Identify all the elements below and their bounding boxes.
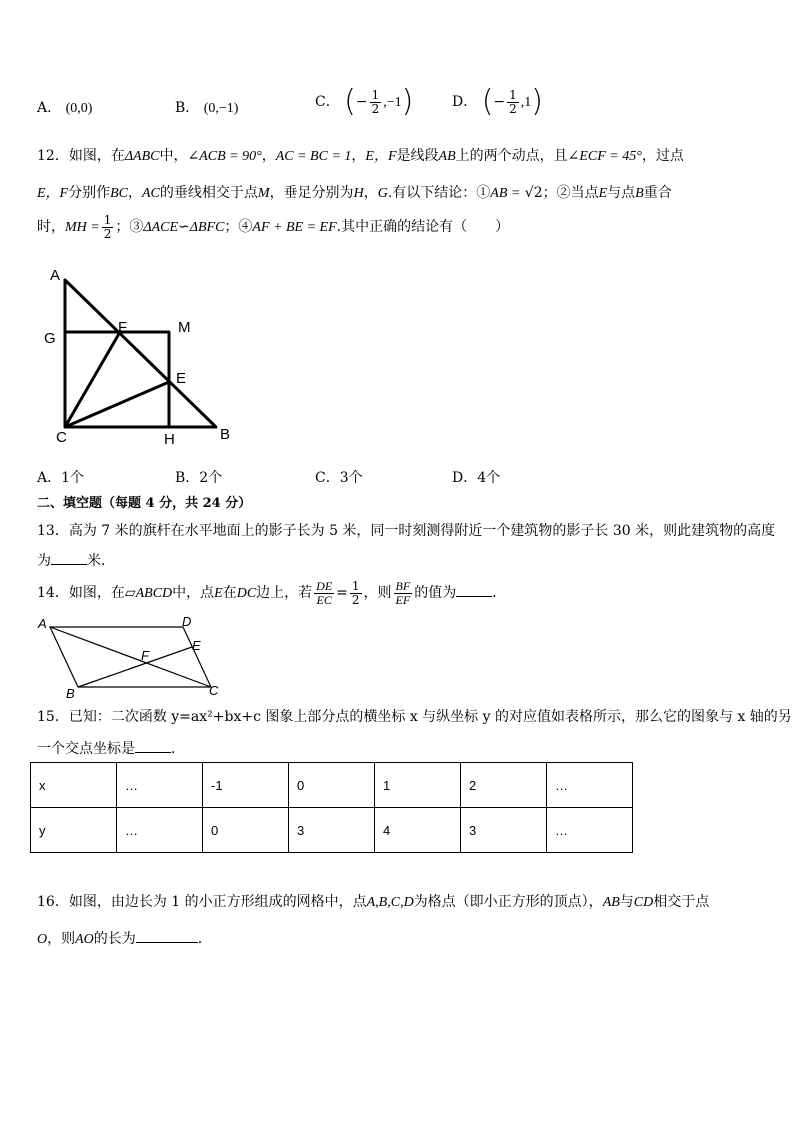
table-cell: 3 (289, 808, 375, 853)
text: 与 (619, 894, 634, 910)
table-cell: 1 (375, 763, 461, 808)
math-point: O (37, 932, 48, 947)
text: 的垂线相交于点 (159, 185, 258, 201)
label-a: A (50, 267, 61, 284)
label-c: C (209, 683, 219, 698)
label-d: D (182, 614, 192, 629)
option-label: D． (452, 94, 478, 110)
denominator: 2 (509, 101, 517, 116)
right-paren: ) (531, 84, 543, 119)
denominator: EF (395, 592, 411, 607)
label-m: M (178, 319, 191, 336)
text: ， (128, 185, 142, 201)
math-equation: AF + BE = EF (252, 220, 337, 236)
rectangle-gmh (65, 332, 169, 427)
question-number: 12． (37, 148, 69, 164)
math-triangle: ΔABC (124, 149, 160, 164)
math-segment: AB (602, 895, 620, 910)
text: ，垂足分别为 (269, 185, 354, 201)
answer-blank[interactable] (51, 552, 87, 565)
math-equation: AB = (490, 186, 521, 201)
math-equation: AC = BC = 1 (275, 149, 352, 164)
text: 时， (37, 219, 65, 236)
text: ，则 (47, 931, 76, 947)
text: 为格点（即小正方形的顶点）， (413, 894, 603, 910)
numerator: BF (395, 579, 411, 593)
q11-option-d (452, 84, 543, 119)
table-cell: y (31, 808, 117, 853)
table-cell: 0 (203, 808, 289, 853)
option-value: (0,0) (65, 101, 93, 116)
math-segment: CD (633, 895, 654, 910)
math-parallelogram: ▱ABCD (124, 586, 173, 602)
math-point: G (377, 186, 388, 201)
triangle-acb (65, 280, 216, 427)
option-label: C． (315, 94, 340, 110)
text: 上的两个动点，且 (455, 148, 568, 164)
fraction-half (350, 580, 362, 606)
table-cell: … (117, 763, 203, 808)
text: .其中正确的结论有（ ） (336, 219, 510, 236)
text: 一个交点坐标是 (37, 741, 135, 757)
q12-figure (40, 262, 240, 447)
fraction-bf-ef (394, 580, 413, 606)
option-tail: ,1 (520, 95, 532, 110)
math-angle: ∠ECF = 45° (567, 149, 642, 164)
q12-line-3 (37, 214, 509, 240)
text: 如图，在 (68, 148, 125, 164)
text: 与点 (607, 185, 636, 201)
table-cell: … (547, 808, 633, 853)
numerator: 1 (509, 87, 517, 102)
text: 16．如图，由边长为 1 的小正方形组成的网格中，点 (37, 894, 367, 910)
section-title: 二、填空题（每题 4 分，共 24 分） (37, 496, 252, 511)
q15-line-2 (37, 738, 185, 758)
answer-blank[interactable] (456, 584, 492, 597)
text: 相交于点 (653, 894, 710, 910)
text: 重合 (643, 185, 672, 201)
numerator: 1 (351, 579, 360, 593)
text: 中， (159, 148, 188, 164)
table-cell: … (547, 763, 633, 808)
text: 14．如图，在 (37, 585, 125, 602)
text: ． (197, 931, 212, 947)
text: 分别作 (68, 185, 111, 201)
fraction (102, 214, 114, 240)
right-paren: ) (401, 84, 414, 119)
math-points: A,B,C,D (366, 895, 414, 910)
text: 是线段 (396, 148, 439, 164)
q11-option-a (37, 97, 92, 117)
math-segment: AB (438, 149, 456, 164)
q12-line-1 (37, 145, 684, 165)
math-angle: ∠ACB = 90° (187, 149, 262, 164)
math-point: M (257, 186, 270, 201)
option-label: A． (37, 100, 62, 116)
q14-line (37, 580, 506, 606)
text: ；②当点 (542, 185, 599, 201)
option-tail: ,−1 (383, 95, 402, 110)
left-paren: ( (481, 84, 494, 119)
label-g: G (44, 330, 56, 347)
text: ． (492, 585, 507, 602)
option-label: B． (175, 100, 200, 116)
math-point: H (353, 186, 364, 201)
equals: = (336, 585, 348, 602)
label-f: F (118, 319, 128, 336)
label-f: F (141, 648, 149, 663)
text: 在 (222, 585, 237, 602)
math-segment: AO (75, 932, 94, 947)
q12-option-d: D．4个 (452, 470, 501, 486)
q12-option-a: A．1个 (37, 470, 85, 486)
value-table (30, 762, 633, 853)
q12-option-c: C．3个 (315, 470, 363, 486)
segment-be (78, 647, 192, 687)
table-cell: 0 (289, 763, 375, 808)
math-similarity: ΔACE∽ΔBFC (143, 220, 225, 236)
q13-line-2 (37, 550, 115, 570)
table-cell: … (117, 808, 203, 853)
math-point: B (635, 186, 644, 201)
segment-cf (65, 332, 120, 427)
math-points: E，F (365, 149, 397, 164)
denominator: 2 (371, 101, 380, 116)
q12-line-2 (37, 182, 672, 202)
segment-ce (65, 382, 169, 427)
table-cell: 3 (461, 808, 547, 853)
text: 的长为 (93, 931, 136, 947)
q11-option-b (175, 97, 238, 117)
fraction-de-ec (314, 580, 334, 606)
text: 中，点 (172, 585, 215, 602)
math-segment: BC (110, 186, 128, 201)
text: ， (363, 185, 378, 201)
option-value: (0,−1) (203, 101, 239, 116)
text: 的值为 (414, 585, 457, 602)
text: .有以下结论：① (387, 185, 491, 201)
table-cell: -1 (203, 763, 289, 808)
math-point: E (598, 186, 608, 201)
table-row (31, 763, 633, 808)
label-c: C (56, 429, 67, 446)
minus-sign: − (493, 94, 506, 110)
answer-blank[interactable] (135, 740, 171, 753)
label-a: A (38, 616, 47, 631)
q13-line-1: 13．高为 7 米的旗杆在水平地面上的影子长为 5 米，同一时刻测得附近一个建筑物的影子长 30 米，则此建筑物的高度 (37, 523, 776, 539)
text: ， (351, 148, 366, 164)
q12-option-b: B．2个 (175, 470, 223, 486)
math-segment: DC (236, 586, 257, 602)
label-e: E (176, 370, 187, 387)
math-segment: AC (142, 186, 160, 201)
text: ；③ (115, 219, 144, 236)
fraction (370, 89, 382, 115)
text: ；④ (224, 219, 253, 236)
denominator: EC (316, 592, 332, 607)
text: ． (171, 741, 185, 757)
text: ， (261, 148, 276, 164)
text: ，则 (363, 585, 392, 602)
text: ，过点 (641, 148, 684, 164)
q11-option-c (315, 84, 414, 119)
label-h: H (164, 431, 175, 447)
q14-figure (35, 614, 225, 700)
q15-line-1: 15．已知：二次函数 y=ax²+bx+c 图象上部分点的横坐标 x 与纵坐标 y 的对应值如表格所示，那么它的图象与 x 轴的另 (37, 709, 792, 725)
fraction (507, 89, 519, 115)
table-row (31, 808, 633, 853)
denominator: 2 (351, 592, 360, 607)
label-b: B (220, 426, 231, 443)
text: 边上，若 (256, 585, 313, 602)
text: 米． (87, 553, 115, 569)
minus-sign: − (355, 94, 368, 110)
q16-line-2 (37, 928, 212, 948)
math-sqrt: √2 (524, 185, 543, 201)
answer-blank[interactable] (136, 930, 198, 943)
left-paren: ( (344, 84, 356, 119)
label-b: B (66, 686, 75, 700)
numerator: 1 (103, 213, 112, 227)
q16-line-1 (37, 891, 709, 911)
denominator: 2 (103, 226, 112, 241)
numerator: DE (316, 579, 333, 593)
table-cell: 2 (461, 763, 547, 808)
table-cell: 4 (375, 808, 461, 853)
math-equation: MH = (65, 220, 100, 236)
table-cell: x (31, 763, 117, 808)
math-point: E (214, 586, 223, 602)
numerator: 1 (371, 87, 380, 102)
label-e: E (192, 638, 201, 653)
text: 为 (37, 553, 51, 569)
math-points: E，F (37, 186, 69, 201)
